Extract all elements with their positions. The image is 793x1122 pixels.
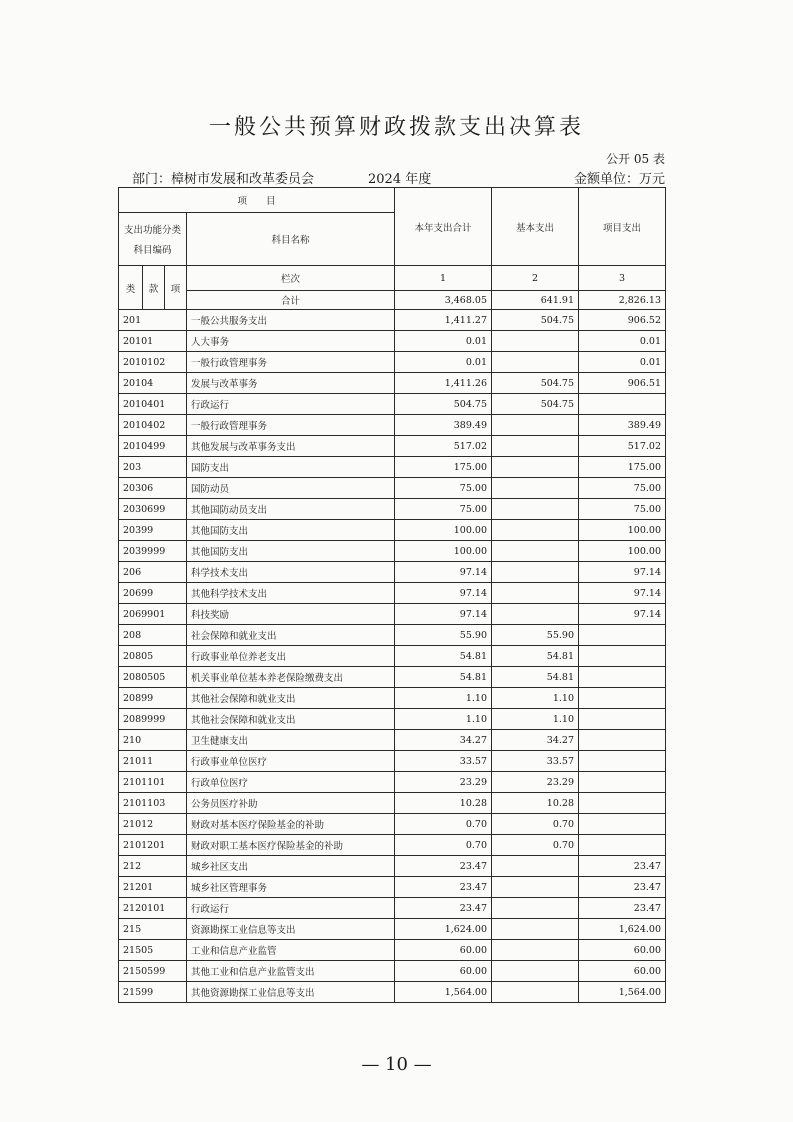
row-project: 0.01 — [579, 352, 666, 373]
row-subject-name: 一般行政管理事务 — [187, 352, 395, 373]
row-subject-name: 国防支出 — [187, 457, 395, 478]
row-basic: 1.10 — [492, 688, 579, 709]
row-total: 55.90 — [395, 625, 492, 646]
row-total: 54.81 — [395, 646, 492, 667]
row-project — [579, 646, 666, 667]
department-label: 部门：樟树市发展和改革委员会 — [132, 172, 315, 187]
table-row — [119, 646, 666, 667]
row-total: 23.29 — [395, 772, 492, 793]
row-total: 1.10 — [395, 688, 492, 709]
column-number-1: 1 — [395, 266, 492, 291]
row-basic: 23.29 — [492, 772, 579, 793]
header-class: 类 — [119, 266, 143, 310]
row-project: 175.00 — [579, 457, 666, 478]
row-subject-name: 其他科学技术支出 — [187, 583, 395, 604]
table-row — [119, 436, 666, 457]
row-total: 0.01 — [395, 331, 492, 352]
table-row — [119, 814, 666, 835]
row-basic — [492, 898, 579, 919]
row-project — [579, 730, 666, 751]
row-total: 100.00 — [395, 520, 492, 541]
row-subject-name: 其他工业和信息产业监管支出 — [187, 961, 395, 982]
row-subject-name: 行政运行 — [187, 394, 395, 415]
row-code: 208 — [119, 625, 187, 646]
row-total: 54.81 — [395, 667, 492, 688]
table-row — [119, 709, 666, 730]
table-row — [119, 520, 666, 541]
table-row — [119, 982, 666, 1003]
row-subject-name: 科学技术支出 — [187, 562, 395, 583]
header-total: 本年支出合计 — [395, 188, 492, 266]
row-total: 33.57 — [395, 751, 492, 772]
row-project: 100.00 — [579, 520, 666, 541]
row-basic — [492, 583, 579, 604]
row-code: 215 — [119, 919, 187, 940]
table-row — [119, 373, 666, 394]
table-row — [119, 940, 666, 961]
row-total: 1,624.00 — [395, 919, 492, 940]
row-basic — [492, 982, 579, 1003]
row-subject-name: 工业和信息产业监管 — [187, 940, 395, 961]
row-basic: 34.27 — [492, 730, 579, 751]
row-project: 97.14 — [579, 604, 666, 625]
row-subject-name: 行政单位医疗 — [187, 772, 395, 793]
row-basic: 54.81 — [492, 667, 579, 688]
row-project: 906.52 — [579, 310, 666, 331]
form-number: 公开 05 表 — [606, 152, 665, 166]
row-code: 2080505 — [119, 667, 187, 688]
row-total: 517.02 — [395, 436, 492, 457]
row-subject-name: 城乡社区支出 — [187, 856, 395, 877]
row-total: 0.01 — [395, 352, 492, 373]
row-project — [579, 793, 666, 814]
row-basic — [492, 352, 579, 373]
column-label: 栏次 — [187, 266, 395, 291]
row-project — [579, 835, 666, 856]
row-project: 23.47 — [579, 877, 666, 898]
page-number: — 10 — — [361, 1054, 432, 1075]
row-code: 201 — [119, 310, 187, 331]
row-subject-name: 城乡社区管理事务 — [187, 877, 395, 898]
row-subject-name: 一般行政管理事务 — [187, 415, 395, 436]
table-row — [119, 604, 666, 625]
table-row — [119, 478, 666, 499]
table-row — [119, 751, 666, 772]
table-row — [119, 562, 666, 583]
row-code: 20899 — [119, 688, 187, 709]
row-total: 100.00 — [395, 541, 492, 562]
row-code: 2010401 — [119, 394, 187, 415]
row-basic: 504.75 — [492, 394, 579, 415]
row-project: 23.47 — [579, 856, 666, 877]
row-code: 20699 — [119, 583, 187, 604]
row-basic — [492, 478, 579, 499]
row-subject-name: 其他社会保障和就业支出 — [187, 688, 395, 709]
row-code: 21599 — [119, 982, 187, 1003]
column-number-2: 2 — [492, 266, 579, 291]
row-total: 23.47 — [395, 877, 492, 898]
row-basic — [492, 331, 579, 352]
row-code: 21505 — [119, 940, 187, 961]
table-row — [119, 394, 666, 415]
row-code: 212 — [119, 856, 187, 877]
row-total: 389.49 — [395, 415, 492, 436]
table-row — [119, 352, 666, 373]
row-project — [579, 688, 666, 709]
row-project: 906.51 — [579, 373, 666, 394]
row-code: 2069901 — [119, 604, 187, 625]
row-basic: 33.57 — [492, 751, 579, 772]
row-project — [579, 625, 666, 646]
table-row — [119, 331, 666, 352]
row-project — [579, 751, 666, 772]
row-total: 23.47 — [395, 856, 492, 877]
row-total: 97.14 — [395, 562, 492, 583]
row-project: 23.47 — [579, 898, 666, 919]
row-code: 206 — [119, 562, 187, 583]
function-class-line1: 支出功能分类 — [123, 225, 181, 236]
table-row — [119, 583, 666, 604]
row-basic — [492, 940, 579, 961]
page-title: 一般公共预算财政拨款支出决算表 — [208, 115, 584, 140]
sum-basic: 641.91 — [492, 291, 579, 310]
row-subject-name: 行政事业单位养老支出 — [187, 646, 395, 667]
table-row — [119, 625, 666, 646]
row-project — [579, 667, 666, 688]
table-row — [119, 310, 666, 331]
row-subject-name: 国防动员 — [187, 478, 395, 499]
row-total: 75.00 — [395, 478, 492, 499]
row-basic — [492, 961, 579, 982]
sum-total: 3,468.05 — [395, 291, 492, 310]
row-project — [579, 814, 666, 835]
row-code: 20399 — [119, 520, 187, 541]
row-total: 0.70 — [395, 835, 492, 856]
row-project: 1,564.00 — [579, 982, 666, 1003]
table-row — [119, 499, 666, 520]
row-basic: 54.81 — [492, 646, 579, 667]
row-code: 20104 — [119, 373, 187, 394]
table-row — [119, 961, 666, 982]
row-subject-name: 其他国防支出 — [187, 520, 395, 541]
row-subject-name: 行政事业单位医疗 — [187, 751, 395, 772]
table-row — [119, 457, 666, 478]
row-total: 504.75 — [395, 394, 492, 415]
row-project: 75.00 — [579, 499, 666, 520]
row-project: 517.02 — [579, 436, 666, 457]
row-basic — [492, 415, 579, 436]
table-row — [119, 793, 666, 814]
row-project: 60.00 — [579, 961, 666, 982]
row-total: 97.14 — [395, 583, 492, 604]
header-project: 项 目 — [119, 188, 395, 213]
row-code: 2010402 — [119, 415, 187, 436]
function-class-line2: 科目编码 — [133, 245, 172, 256]
row-code: 20306 — [119, 478, 187, 499]
row-basic — [492, 919, 579, 940]
row-subject-name: 社会保障和就业支出 — [187, 625, 395, 646]
row-code: 21201 — [119, 877, 187, 898]
header-basic: 基本支出 — [492, 188, 579, 266]
row-code: 2101103 — [119, 793, 187, 814]
row-total: 60.00 — [395, 940, 492, 961]
table-row — [119, 667, 666, 688]
row-total: 1,564.00 — [395, 982, 492, 1003]
sum-project: 2,826.13 — [579, 291, 666, 310]
row-subject-name: 科技奖励 — [187, 604, 395, 625]
row-code: 20805 — [119, 646, 187, 667]
row-code: 2010102 — [119, 352, 187, 373]
row-subject-name: 其他发展与改革事务支出 — [187, 436, 395, 457]
row-code: 20101 — [119, 331, 187, 352]
row-basic — [492, 856, 579, 877]
row-subject-name: 其他国防动员支出 — [187, 499, 395, 520]
fiscal-year: 2024 年度 — [368, 172, 432, 187]
row-total: 0.70 — [395, 814, 492, 835]
row-project: 1,624.00 — [579, 919, 666, 940]
row-total: 34.27 — [395, 730, 492, 751]
row-subject-name: 财政对基本医疗保险基金的补助 — [187, 814, 395, 835]
row-total: 75.00 — [395, 499, 492, 520]
row-basic: 10.28 — [492, 793, 579, 814]
table-row — [119, 898, 666, 919]
row-basic — [492, 520, 579, 541]
currency-unit: 金额单位：万元 — [573, 172, 665, 187]
row-basic — [492, 604, 579, 625]
row-total: 60.00 — [395, 961, 492, 982]
row-project: 97.14 — [579, 562, 666, 583]
row-basic — [492, 499, 579, 520]
row-code: 21012 — [119, 814, 187, 835]
expenditure-table — [118, 187, 666, 1003]
row-code: 2101101 — [119, 772, 187, 793]
row-code: 2120101 — [119, 898, 187, 919]
row-project: 0.01 — [579, 331, 666, 352]
table-row — [119, 415, 666, 436]
row-total: 1.10 — [395, 709, 492, 730]
row-subject-name: 资源勘探工业信息等支出 — [187, 919, 395, 940]
row-subject-name: 行政运行 — [187, 898, 395, 919]
row-project: 60.00 — [579, 940, 666, 961]
row-basic — [492, 877, 579, 898]
row-basic — [492, 457, 579, 478]
row-code: 21011 — [119, 751, 187, 772]
table-row — [119, 730, 666, 751]
row-code: 203 — [119, 457, 187, 478]
table-row — [119, 772, 666, 793]
row-project — [579, 772, 666, 793]
row-project: 75.00 — [579, 478, 666, 499]
row-basic: 1.10 — [492, 709, 579, 730]
row-total: 23.47 — [395, 898, 492, 919]
row-code: 2010499 — [119, 436, 187, 457]
row-subject-name: 发展与改革事务 — [187, 373, 395, 394]
row-total: 97.14 — [395, 604, 492, 625]
table-row — [119, 688, 666, 709]
header-project-expenditure: 项目支出 — [579, 188, 666, 266]
row-code: 2089999 — [119, 709, 187, 730]
table-row — [119, 541, 666, 562]
table-row — [119, 919, 666, 940]
row-subject-name: 其他资源勘探工业信息等支出 — [187, 982, 395, 1003]
row-code: 2039999 — [119, 541, 187, 562]
table-row — [119, 856, 666, 877]
row-project: 100.00 — [579, 541, 666, 562]
row-subject-name: 其他社会保障和就业支出 — [187, 709, 395, 730]
row-subject-name: 其他国防支出 — [187, 541, 395, 562]
row-basic — [492, 562, 579, 583]
row-total: 1,411.27 — [395, 310, 492, 331]
row-code: 2101201 — [119, 835, 187, 856]
row-code: 2150599 — [119, 961, 187, 982]
row-project — [579, 709, 666, 730]
row-subject-name: 卫生健康支出 — [187, 730, 395, 751]
row-basic — [492, 541, 579, 562]
row-project — [579, 394, 666, 415]
row-subject-name: 公务员医疗补助 — [187, 793, 395, 814]
header-function-class — [119, 213, 187, 266]
row-code: 210 — [119, 730, 187, 751]
row-subject-name: 一般公共服务支出 — [187, 310, 395, 331]
header-section: 款 — [143, 266, 165, 310]
row-total: 1,411.26 — [395, 373, 492, 394]
row-basic: 55.90 — [492, 625, 579, 646]
row-project: 97.14 — [579, 583, 666, 604]
header-item: 项 — [165, 266, 187, 310]
row-basic — [492, 436, 579, 457]
row-basic: 504.75 — [492, 373, 579, 394]
row-total: 175.00 — [395, 457, 492, 478]
row-basic: 0.70 — [492, 835, 579, 856]
row-subject-name: 机关事业单位基本养老保险缴费支出 — [187, 667, 395, 688]
row-code: 2030699 — [119, 499, 187, 520]
table-row — [119, 877, 666, 898]
row-basic: 504.75 — [492, 310, 579, 331]
row-subject-name: 人大事务 — [187, 331, 395, 352]
table-row — [119, 835, 666, 856]
row-total: 10.28 — [395, 793, 492, 814]
row-subject-name: 财政对职工基本医疗保险基金的补助 — [187, 835, 395, 856]
header-subject-name: 科目名称 — [187, 213, 395, 266]
row-basic: 0.70 — [492, 814, 579, 835]
row-project: 389.49 — [579, 415, 666, 436]
sum-label: 合计 — [187, 291, 395, 310]
column-number-3: 3 — [579, 266, 666, 291]
